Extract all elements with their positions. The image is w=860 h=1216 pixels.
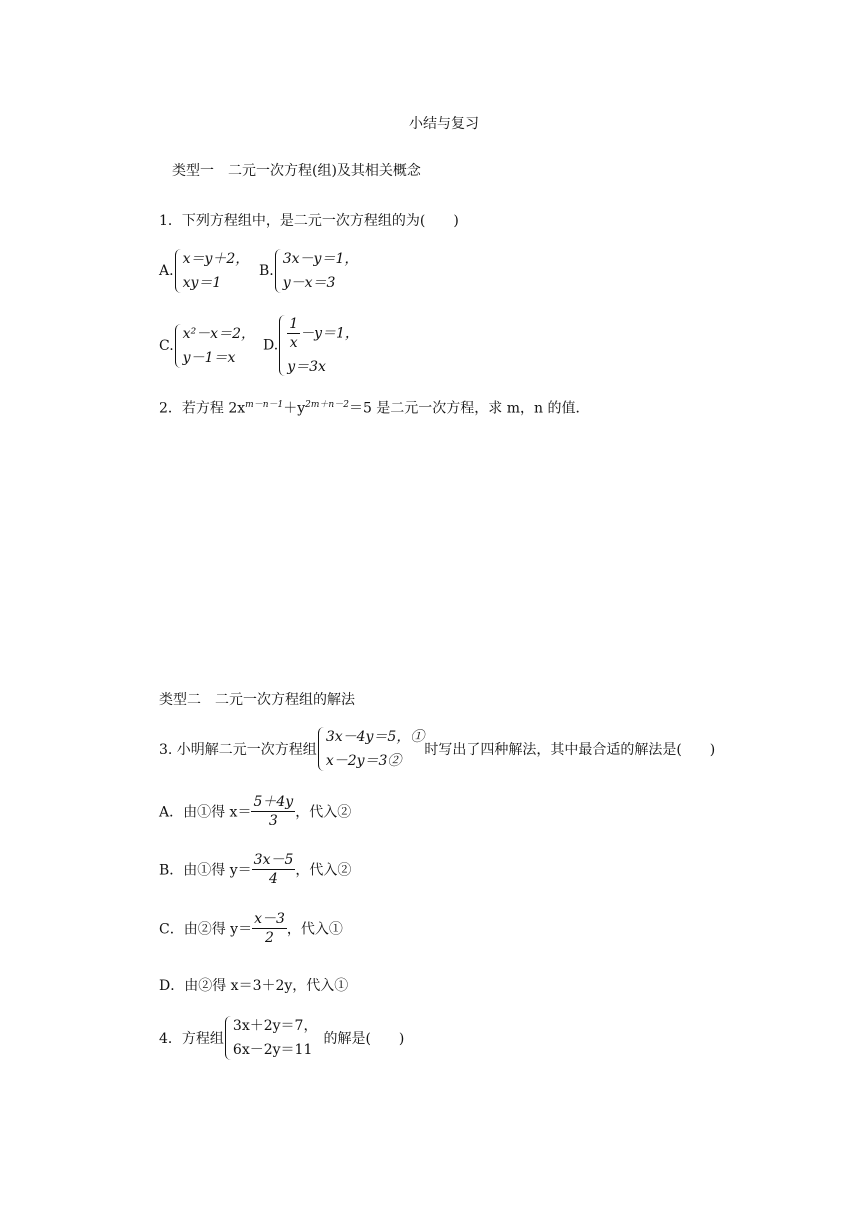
equation-system — [274, 247, 359, 295]
q1-option-a — [159, 247, 249, 295]
option-text: ，代入② — [295, 862, 352, 879]
equation-system — [317, 725, 425, 773]
fraction — [252, 910, 287, 947]
equation-system — [174, 322, 255, 370]
question-4 — [159, 1014, 404, 1062]
equation-row: 6x－2y＝11 — [232, 1042, 313, 1058]
q2-post: ＝5 是二元一次方程，求 m，n 的值． — [348, 400, 590, 417]
option-text: A．由①得 x＝ — [159, 804, 252, 821]
section-heading-type2: 类型二 二元一次方程组的解法 — [159, 692, 355, 708]
equation-row — [287, 315, 359, 352]
equation-system — [224, 1014, 318, 1062]
q1-option-b — [259, 247, 358, 295]
q3-option-d: D．由②得 x＝3＋2y，代入① — [159, 978, 349, 994]
q2-exponent-1: m－n－1 — [245, 400, 284, 410]
option-label: D. — [263, 337, 279, 354]
fraction-numerator: 3x－5 — [253, 852, 294, 868]
question-3 — [159, 725, 715, 773]
section-heading-type1: 类型一 二元一次方程(组)及其相关概念 — [172, 163, 421, 179]
equation-rest: －y＝1， — [300, 325, 359, 342]
equation-row: y－x＝3 — [282, 275, 336, 291]
option-label: C. — [159, 338, 174, 354]
q4-post: 的解是( ) — [323, 1031, 405, 1047]
fraction-numerator: 5＋4y — [253, 794, 294, 810]
question-2 — [159, 397, 590, 418]
equation-system — [174, 247, 250, 295]
fraction — [251, 793, 295, 830]
q2-pre: 2．若方程 2x — [159, 400, 246, 417]
fraction-denominator: 4 — [269, 871, 278, 887]
fraction-denominator: 3 — [268, 813, 278, 829]
fraction-numerator: x－3 — [254, 911, 285, 927]
question-1-stem: 1．下列方程组中，是二元一次方程组的为( ) — [159, 213, 459, 229]
q3-option-c — [159, 910, 343, 947]
equation-system — [278, 313, 359, 378]
q3-pre: 3. 小明解二元一次方程组 — [159, 742, 317, 758]
option-text: C．由②得 y＝ — [159, 921, 253, 938]
option-label: A. — [159, 263, 174, 279]
q1-option-c — [159, 322, 255, 370]
equation-row: y＝3x — [287, 359, 326, 375]
q1-option-d — [263, 313, 359, 378]
equation-row: xy＝1 — [182, 275, 222, 291]
q3-option-b — [159, 851, 351, 888]
equation-row: 3x－4y＝5，① — [325, 729, 425, 745]
option-text: ，代入② — [295, 804, 352, 821]
equation-row: x－2y＝3② — [325, 753, 402, 769]
equation-row: 3x＋2y＝7， — [232, 1018, 318, 1034]
q2-mid: ＋y — [283, 400, 306, 417]
fraction-numerator: 1 — [289, 316, 299, 332]
fraction-denominator: x — [289, 335, 298, 351]
equation-row: x＝y＋2， — [182, 251, 250, 267]
fraction — [287, 315, 300, 352]
option-label: B. — [259, 263, 274, 279]
q4-pre: 4．方程组 — [159, 1031, 224, 1047]
fraction — [252, 851, 296, 888]
q3-post: 时写出了四种解法，其中最合适的解法是( ) — [424, 742, 716, 758]
equation-row: y－1＝x — [182, 350, 236, 366]
q2-exponent-2: 2m＋n－2 — [305, 400, 349, 410]
q3-option-a — [159, 793, 351, 830]
fraction-denominator: 2 — [265, 930, 274, 946]
page-title: 小结与复习 — [409, 116, 479, 132]
equation-row: x²－x＝2， — [182, 326, 255, 342]
option-text: ，代入① — [286, 921, 343, 938]
option-text: B．由①得 y＝ — [159, 862, 252, 879]
equation-row: 3x－y＝1， — [282, 251, 359, 267]
